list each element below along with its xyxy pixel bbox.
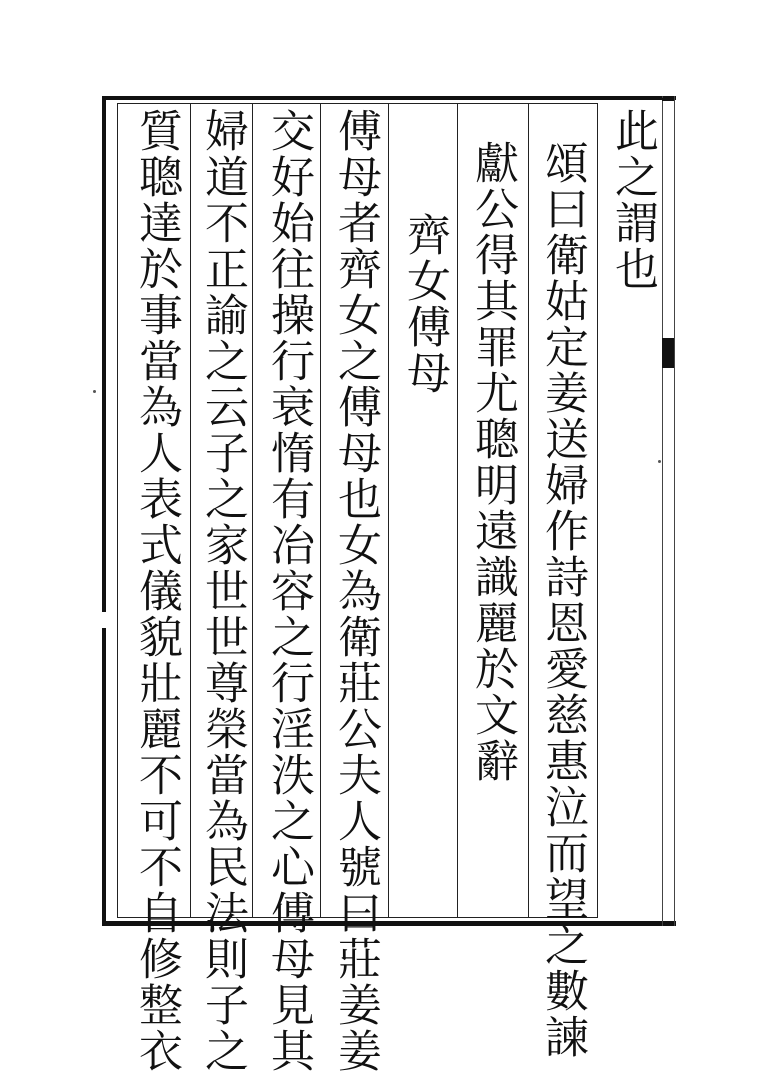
column-rule <box>457 103 458 918</box>
column-rule <box>597 103 598 918</box>
column-rule <box>388 103 389 918</box>
paper-speck <box>93 390 96 393</box>
text-column-heading: 齊女傅母 <box>399 212 450 396</box>
gutter-rule <box>674 96 675 926</box>
text-column-3: 獻公得其罪尤聰明遠識麗於文辭 <box>467 140 518 784</box>
frame-gap <box>100 612 108 628</box>
text-column-2: 頌曰衛姑定姜送婦作詩恩愛慈惠泣而望之數諫 <box>537 140 588 1060</box>
column-rule <box>528 103 529 918</box>
text-column-6: 交好始往操行衰惰有冶容之行淫泆之心傅母見其 <box>263 108 314 1074</box>
text-column-5: 傅母者齊女之傅母也女為衛莊公夫人號曰莊姜姜 <box>330 108 381 1074</box>
paper-speck <box>658 460 661 463</box>
text-column-8: 質聰達於事當為人表式儀貌壯麗不可不自修整衣 <box>131 108 182 1074</box>
text-column-7: 婦道不正諭之云子之家世世尊榮當為民法則子之 <box>197 108 248 1074</box>
text-column-1: 此之謂也 <box>607 108 658 292</box>
gutter-mark-top <box>662 98 674 101</box>
column-rule <box>320 103 321 918</box>
fishtail-mark <box>662 338 674 368</box>
